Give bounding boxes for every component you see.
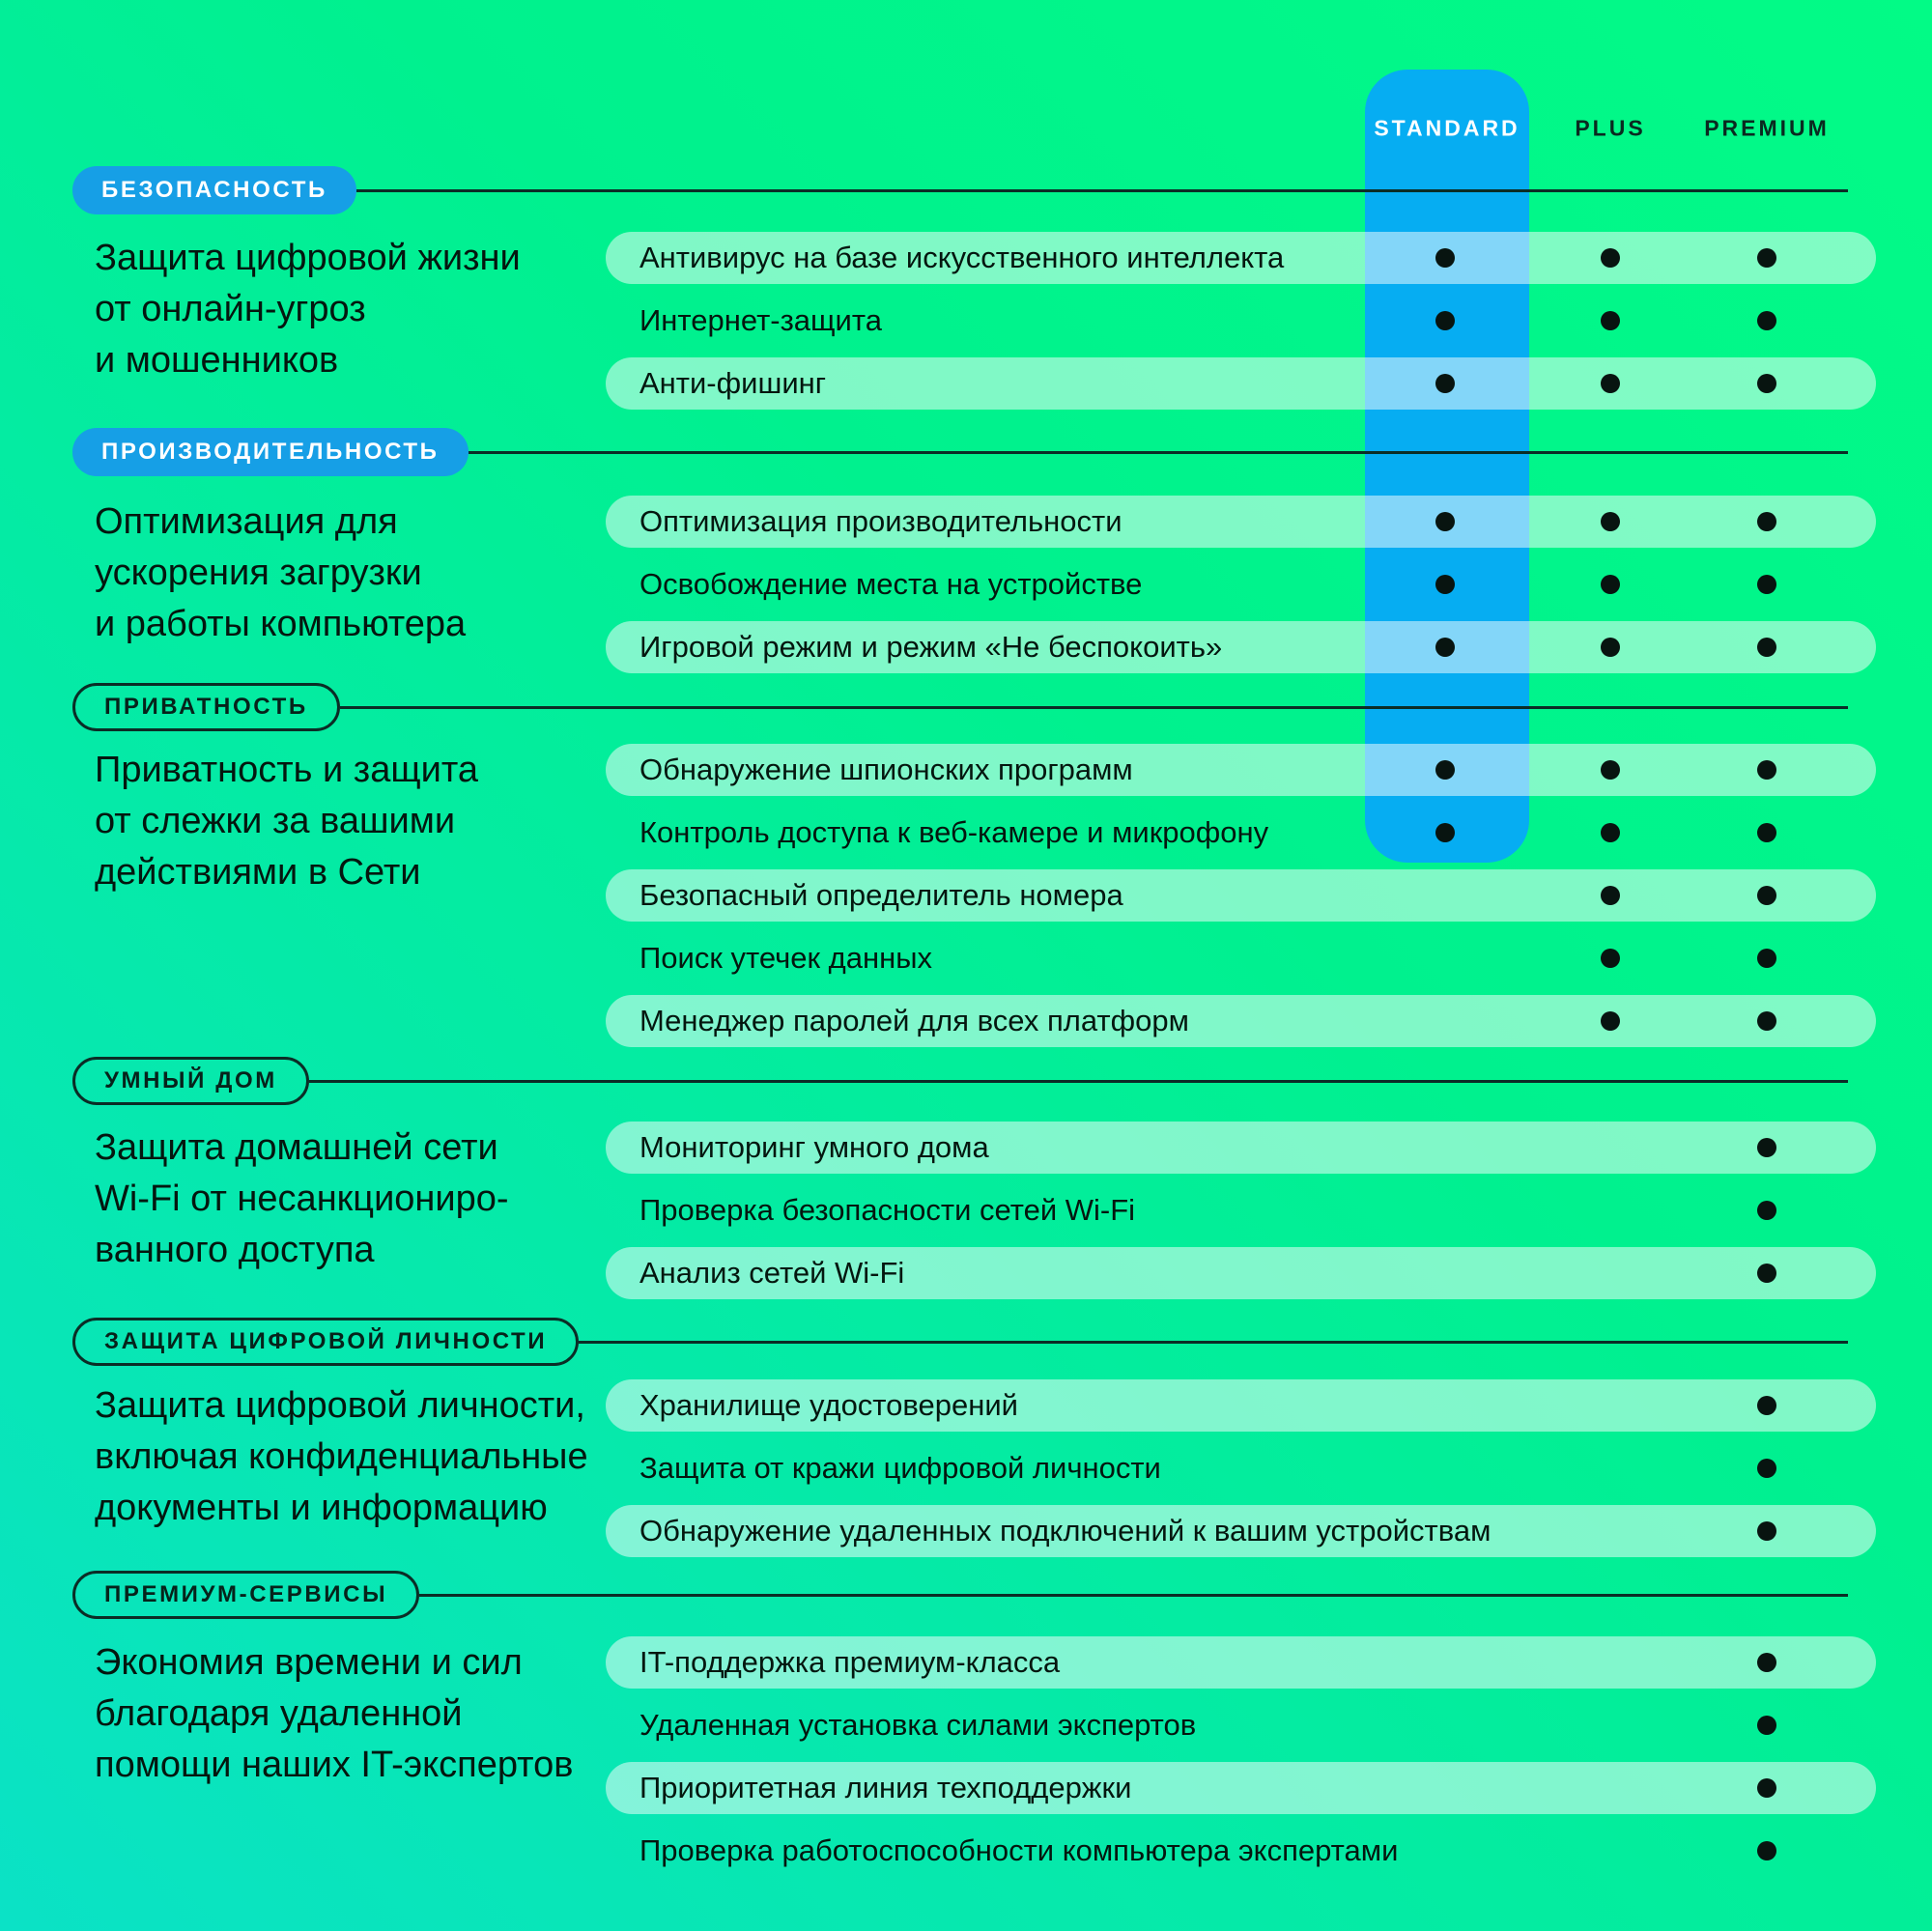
section-divider-line — [419, 1594, 1848, 1597]
feature-row — [606, 744, 1876, 796]
section-description-line: ускорения загрузки — [95, 553, 422, 593]
included-dot-premium — [1757, 1264, 1776, 1283]
included-dot-plus — [1601, 760, 1620, 780]
included-dot-premium — [1757, 1459, 1776, 1478]
included-dot-standard — [1435, 248, 1455, 268]
section-description — [95, 497, 466, 650]
feature-row — [606, 1184, 1876, 1236]
included-dot-standard — [1435, 512, 1455, 531]
included-dot-standard — [1435, 823, 1455, 842]
tier-label-plus: PLUS — [1575, 115, 1646, 141]
feature-name: Антивирус на базе искусственного интеллекта — [639, 241, 1285, 274]
section-header — [72, 163, 1848, 217]
included-dot-plus — [1601, 1011, 1620, 1031]
feature-name: Обнаружение удаленных подключений к вашим устройствам — [639, 1514, 1492, 1548]
feature-row — [606, 558, 1876, 611]
section-description-line: от слежки за вашими — [95, 801, 456, 841]
included-dot-premium — [1757, 949, 1776, 968]
included-dot-plus — [1601, 823, 1620, 842]
section-description-line: Wi-Fi от несанкциониро- — [95, 1178, 509, 1219]
included-dot-plus — [1601, 248, 1620, 268]
section-description-line: Защита цифровой личности, — [95, 1385, 585, 1426]
section-description — [95, 1122, 509, 1276]
feature-row — [606, 932, 1876, 984]
section-description-line: Экономия времени и сил — [95, 1642, 523, 1683]
section-header — [72, 1054, 1848, 1108]
section-description — [95, 233, 521, 386]
section-description-line: и мошенников — [95, 340, 339, 381]
included-dot-plus — [1601, 575, 1620, 594]
section-description-line: документы и информацию — [95, 1488, 548, 1528]
section-description-line: включая конфиденциальные — [95, 1436, 588, 1477]
feature-name: Удаленная установка силами экспертов — [639, 1708, 1197, 1742]
feature-name: Менеджер паролей для всех платформ — [639, 1004, 1189, 1037]
included-dot-plus — [1601, 311, 1620, 330]
included-dot-premium — [1757, 374, 1776, 393]
feature-name: Контроль доступа к веб-камере и микрофону — [639, 815, 1269, 849]
included-dot-standard — [1435, 374, 1455, 393]
section-description-line: Защита домашней сети — [95, 1127, 498, 1168]
section-header — [72, 1568, 1848, 1622]
included-dot-premium — [1757, 1521, 1776, 1541]
included-dot-standard — [1435, 311, 1455, 330]
included-dot-standard — [1435, 575, 1455, 594]
feature-name: Защита от кражи цифровой личности — [639, 1451, 1161, 1485]
feature-name: Поиск утечек данных — [639, 941, 932, 975]
included-dot-plus — [1601, 512, 1620, 531]
feature-name: Мониторинг умного дома — [639, 1130, 989, 1164]
included-dot-premium — [1757, 575, 1776, 594]
included-dot-premium — [1757, 886, 1776, 905]
section-description — [95, 745, 478, 898]
section-divider-line — [579, 1341, 1848, 1344]
feature-row — [606, 295, 1876, 347]
feature-row — [606, 232, 1876, 284]
section-pill: ЗАЩИТА ЦИФРОВОЙ ЛИЧНОСТИ — [72, 1318, 579, 1366]
included-dot-plus — [1601, 638, 1620, 657]
section-pill: УМНЫЙ ДОМ — [72, 1057, 309, 1105]
tier-label-premium: PREMIUM — [1704, 115, 1830, 141]
section-description-line: от онлайн-угроз — [95, 289, 366, 329]
section-pill: ПРОИЗВОДИТЕЛЬНОСТЬ — [72, 428, 469, 476]
included-dot-premium — [1757, 1716, 1776, 1735]
feature-row — [606, 1379, 1876, 1432]
feature-row — [606, 1122, 1876, 1174]
section-description-line: помощи наших IT-экспертов — [95, 1745, 574, 1785]
included-dot-premium — [1757, 248, 1776, 268]
feature-name: Оптимизация производительности — [639, 504, 1122, 538]
section-description — [95, 1380, 588, 1534]
feature-row — [606, 995, 1876, 1047]
section-header — [72, 680, 1848, 734]
included-dot-premium — [1757, 1653, 1776, 1672]
included-dot-premium — [1757, 1201, 1776, 1220]
feature-row — [606, 1247, 1876, 1299]
included-dot-premium — [1757, 638, 1776, 657]
included-dot-plus — [1601, 886, 1620, 905]
section-pill: БЕЗОПАСНОСТЬ — [72, 166, 356, 214]
feature-name: Анти-фишинг — [639, 366, 827, 400]
tier-label-standard: STANDARD — [1374, 115, 1520, 141]
section-description-line: действиями в Сети — [95, 852, 421, 893]
included-dot-premium — [1757, 311, 1776, 330]
included-dot-standard — [1435, 638, 1455, 657]
section-description-line: Приватность и защита — [95, 750, 478, 790]
section-description-line: Защита цифровой жизни — [95, 238, 521, 278]
feature-name: Приоритетная линия техподдержки — [639, 1771, 1132, 1804]
included-dot-plus — [1601, 374, 1620, 393]
feature-row — [606, 807, 1876, 859]
section-divider-line — [469, 451, 1848, 454]
feature-name: Безопасный определитель номера — [639, 878, 1123, 912]
feature-row — [606, 621, 1876, 673]
section-header — [72, 425, 1848, 479]
section-divider-line — [309, 1080, 1848, 1083]
feature-row — [606, 496, 1876, 548]
feature-name: Проверка безопасности сетей Wi-Fi — [639, 1193, 1136, 1227]
section-description-line: Оптимизация для — [95, 501, 398, 542]
included-dot-premium — [1757, 512, 1776, 531]
feature-row — [606, 1762, 1876, 1814]
feature-row — [606, 1442, 1876, 1494]
feature-name: Обнаружение шпионских программ — [639, 753, 1133, 786]
feature-row — [606, 869, 1876, 922]
feature-name: Освобождение места на устройстве — [639, 567, 1143, 601]
included-dot-premium — [1757, 1841, 1776, 1860]
included-dot-premium — [1757, 823, 1776, 842]
feature-name: Игровой режим и режим «Не беспокоить» — [639, 630, 1223, 664]
feature-row — [606, 1825, 1876, 1877]
feature-row — [606, 1505, 1876, 1557]
feature-name: IT-поддержка премиум-класса — [639, 1645, 1061, 1679]
section-description-line: благодаря удаленной — [95, 1693, 463, 1734]
feature-row — [606, 1699, 1876, 1751]
feature-name: Проверка работоспособности компьютера экспертами — [639, 1833, 1399, 1867]
feature-name: Анализ сетей Wi-Fi — [639, 1256, 905, 1290]
included-dot-premium — [1757, 760, 1776, 780]
included-dot-premium — [1757, 1778, 1776, 1798]
feature-row — [606, 1636, 1876, 1689]
section-description — [95, 1637, 573, 1791]
included-dot-premium — [1757, 1011, 1776, 1031]
included-dot-premium — [1757, 1138, 1776, 1157]
section-description-line: ванного доступа — [95, 1230, 375, 1270]
feature-row — [606, 357, 1876, 410]
section-header — [72, 1315, 1848, 1369]
section-pill: ПРЕМИУМ-СЕРВИСЫ — [72, 1571, 419, 1619]
section-description-line: и работы компьютера — [95, 604, 467, 644]
feature-name: Интернет-защита — [639, 303, 882, 337]
included-dot-standard — [1435, 760, 1455, 780]
included-dot-premium — [1757, 1396, 1776, 1415]
section-pill: ПРИВАТНОСТЬ — [72, 683, 340, 731]
included-dot-plus — [1601, 949, 1620, 968]
section-divider-line — [340, 706, 1848, 709]
feature-name: Хранилище удостоверений — [639, 1388, 1018, 1422]
section-divider-line — [356, 189, 1848, 192]
